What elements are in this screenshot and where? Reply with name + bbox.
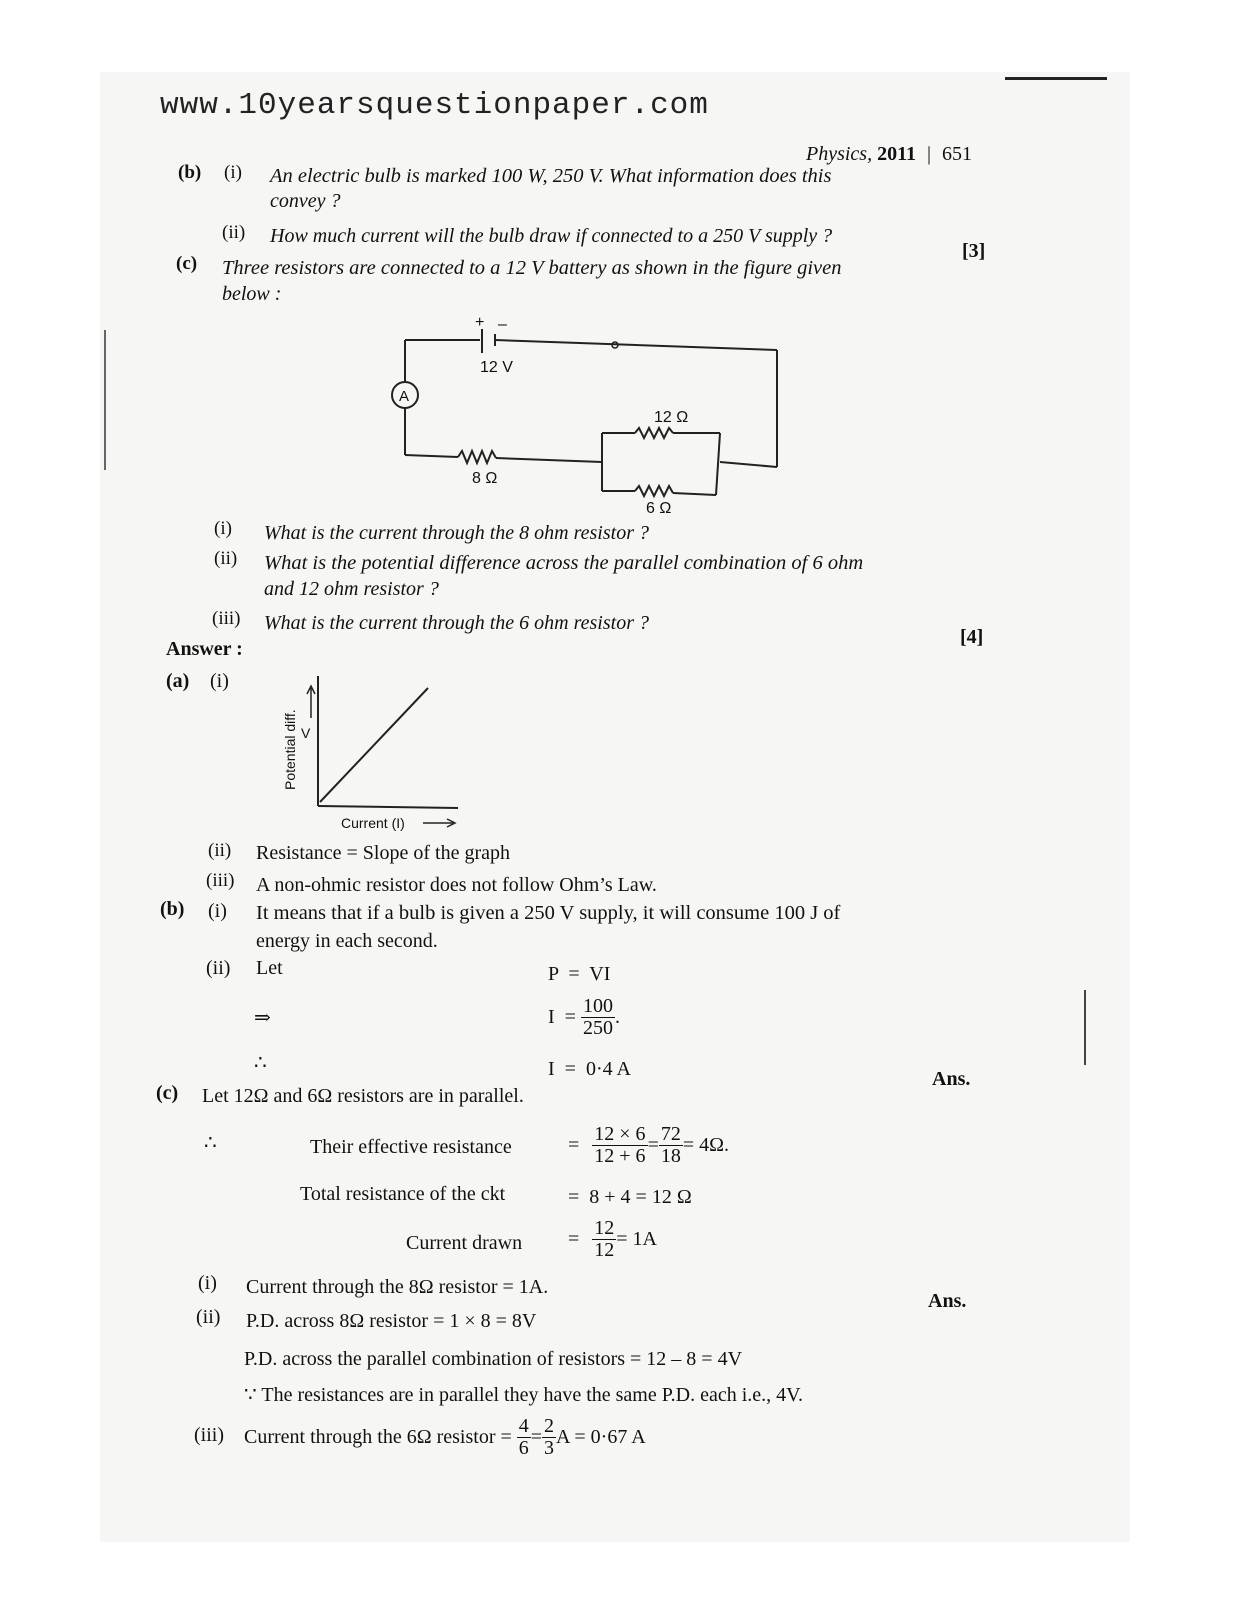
right-margin-mark	[1084, 990, 1086, 1065]
answer-c-ii-label: (ii)	[196, 1306, 221, 1328]
fraction-denominator: 12	[594, 1239, 615, 1261]
graph-vi-line	[320, 688, 428, 802]
question-b-ii-text: How much current will the bulb draw if connected to a 250 V supply ?	[270, 225, 833, 247]
ammeter-label: A	[399, 388, 410, 405]
top-rule	[1005, 77, 1107, 80]
fraction-denominator: 12 + 6	[594, 1145, 646, 1167]
battery-plus-label: +	[475, 315, 485, 331]
answer-a-i-label: (i)	[210, 670, 229, 692]
resistor-12-ohm	[635, 428, 673, 438]
equation-current-tail: .	[614, 1006, 620, 1028]
fraction-2-3	[542, 1416, 556, 1459]
question-c-ii-text-cont: and 12 ohm resistor ?	[264, 578, 439, 600]
graph-y-label: Potential diff.	[282, 709, 298, 790]
answer-c-iii-mid: =	[530, 1426, 543, 1448]
graph-x-axis	[318, 806, 458, 808]
answer-b-i-text: It means that if a bulb is given a 250 V supply, it will consume 100 J of	[256, 902, 841, 924]
question-c-text: Three resistors are connected to a 12 V battery as shown in the figure given	[222, 257, 842, 279]
question-c-iii-text: What is the current through the 6 ohm resistor ?	[264, 612, 649, 634]
implies-symbol: ⇒	[254, 1007, 271, 1029]
answer-b-label: (b)	[160, 898, 185, 920]
resistor-8-ohm	[458, 451, 496, 463]
answer-c-therefore: ∴	[204, 1132, 217, 1154]
graph-y-symbol: V	[301, 725, 311, 741]
question-c-marks: [4]	[960, 626, 984, 648]
parallel-right-rail	[716, 433, 720, 495]
answer-heading: Answer :	[166, 638, 243, 660]
total-resistance-equation: = 8 + 4 = 12 Ω	[568, 1186, 692, 1208]
answer-b-i-label: (i)	[208, 900, 227, 922]
answer-c-iii-text: Current through the 6Ω resistor =	[244, 1426, 512, 1448]
circuit-diagram	[380, 315, 800, 520]
wire-bottom-mid	[496, 458, 602, 462]
current-drawn-label: Current drawn	[406, 1232, 523, 1254]
equation-current-fraction	[548, 996, 620, 1039]
fraction-numerator: 100	[582, 995, 613, 1017]
answer-a-label: (a)	[166, 670, 190, 692]
battery-minus-label: –	[498, 316, 507, 333]
answer-c-text: Let 12Ω and 6Ω resistors are in parallel.	[202, 1085, 524, 1107]
answer-a-ii-text: Resistance = Slope of the graph	[256, 842, 510, 864]
fraction-denominator: 250	[582, 1017, 613, 1039]
header-separator: |	[927, 143, 932, 165]
fraction-4-6	[517, 1416, 531, 1459]
fraction-denominator: 6	[518, 1437, 529, 1459]
fraction-12x6-over-12plus6	[592, 1124, 647, 1167]
answer-c-iii-label: (iii)	[194, 1424, 224, 1446]
therefore-symbol: ∴	[254, 1052, 267, 1074]
question-c-label: (c)	[176, 253, 198, 274]
fraction-denominator: 18	[660, 1145, 681, 1167]
fraction-numerator: 2	[544, 1415, 555, 1437]
question-c-iii-label: (iii)	[212, 608, 241, 629]
ans-marker-2: Ans.	[928, 1290, 967, 1312]
answer-a-ii-label: (ii)	[208, 840, 232, 861]
graph-x-label: Current (I)	[341, 815, 405, 831]
answer-c-iii-tail: A = 0·67 A	[556, 1426, 646, 1448]
fraction-numerator: 72	[660, 1123, 681, 1145]
fraction-numerator: 12 × 6	[594, 1123, 646, 1145]
answer-c-i-text: Current through the 8Ω resistor = 1A.	[246, 1276, 549, 1298]
fraction-numerator: 12	[594, 1217, 615, 1239]
ans-marker-1: Ans.	[932, 1068, 971, 1090]
answer-c-iii-equation	[244, 1416, 646, 1459]
answer-a-iii-label: (iii)	[206, 870, 235, 891]
wire-lower-branch-right	[673, 493, 716, 495]
resistor-6-ohm	[635, 486, 673, 496]
battery-voltage-label: 12 V	[480, 359, 513, 376]
current-eq-tail: = 1A	[616, 1228, 658, 1250]
current-drawn-equation	[568, 1218, 657, 1261]
wire-top-right	[495, 340, 777, 350]
fraction-numerator: 4	[518, 1415, 529, 1437]
effective-eq-sign: =	[568, 1134, 580, 1156]
answer-a-iii-text: A non-ohmic resistor does not follow Ohm’s Law.	[256, 874, 657, 896]
question-b-ii-label: (ii)	[222, 222, 246, 243]
fraction-12-12	[592, 1218, 616, 1261]
question-c-ii-text: What is the potential difference across the parallel combination of 6 ohm	[264, 552, 864, 574]
question-b-marks: [3]	[962, 240, 986, 262]
question-b-i-text: An electric bulb is marked 100 W, 250 V. What information does this	[270, 165, 832, 187]
question-c-text-cont: below :	[222, 283, 282, 305]
wire-right-to-parallel	[720, 462, 777, 467]
effective-eq-tail: = 4Ω.	[682, 1134, 729, 1156]
answer-b-ii-label: (ii)	[206, 957, 231, 979]
resistor-12-ohm-label: 12 Ω	[654, 409, 689, 426]
effective-eq-mid: =	[647, 1134, 659, 1156]
fraction-100-250	[581, 996, 615, 1039]
answer-b-i-text-cont: energy in each second.	[256, 930, 438, 952]
answer-c-ii-text: P.D. across 8Ω resistor = 1 × 8 = 8V	[246, 1310, 537, 1332]
resistor-6-ohm-label: 6 Ω	[646, 500, 672, 517]
current-eq-sign: =	[568, 1228, 580, 1250]
header-subject: Physics,	[806, 143, 878, 165]
header-page-number: 651	[942, 143, 973, 165]
page-header	[806, 143, 972, 166]
resistor-8-ohm-label: 8 Ω	[472, 470, 498, 487]
left-margin-mark	[104, 330, 106, 470]
fraction-72-18	[659, 1124, 683, 1167]
answer-c-ii-text-2: P.D. across the parallel combination of resistors = 12 – 8 = 4V	[244, 1348, 743, 1370]
total-resistance-label: Total resistance of the ckt	[300, 1183, 506, 1205]
vi-graph	[275, 668, 475, 838]
website-watermark: www.10yearsquestionpaper.com	[160, 88, 709, 123]
question-c-i-text: What is the current through the 8 ohm resistor ?	[264, 522, 649, 544]
answer-c-ii-text-3: ∵ The resistances are in parallel they have the same P.D. each i.e., 4V.	[244, 1384, 804, 1406]
wire-bottom-left	[405, 455, 458, 457]
question-c-i-label: (i)	[214, 518, 232, 539]
equation-current-lhs: I =	[548, 1006, 576, 1028]
answer-b-ii-let: Let	[256, 957, 283, 979]
header-year: 2011	[877, 143, 916, 165]
equation-power: P = VI	[548, 963, 611, 985]
fraction-denominator: 3	[544, 1437, 555, 1459]
equation-current-result: I = 0·4 A	[548, 1058, 631, 1080]
question-b-label: (b)	[178, 162, 202, 183]
question-c-ii-label: (ii)	[214, 548, 238, 569]
answer-c-label: (c)	[156, 1082, 179, 1104]
question-b-i-label: (i)	[224, 162, 242, 183]
question-b-i-text-cont: convey ?	[270, 190, 341, 212]
effective-resistance-equation	[568, 1124, 729, 1167]
answer-c-i-label: (i)	[198, 1272, 217, 1294]
effective-resistance-label: Their effective resistance	[310, 1136, 512, 1158]
